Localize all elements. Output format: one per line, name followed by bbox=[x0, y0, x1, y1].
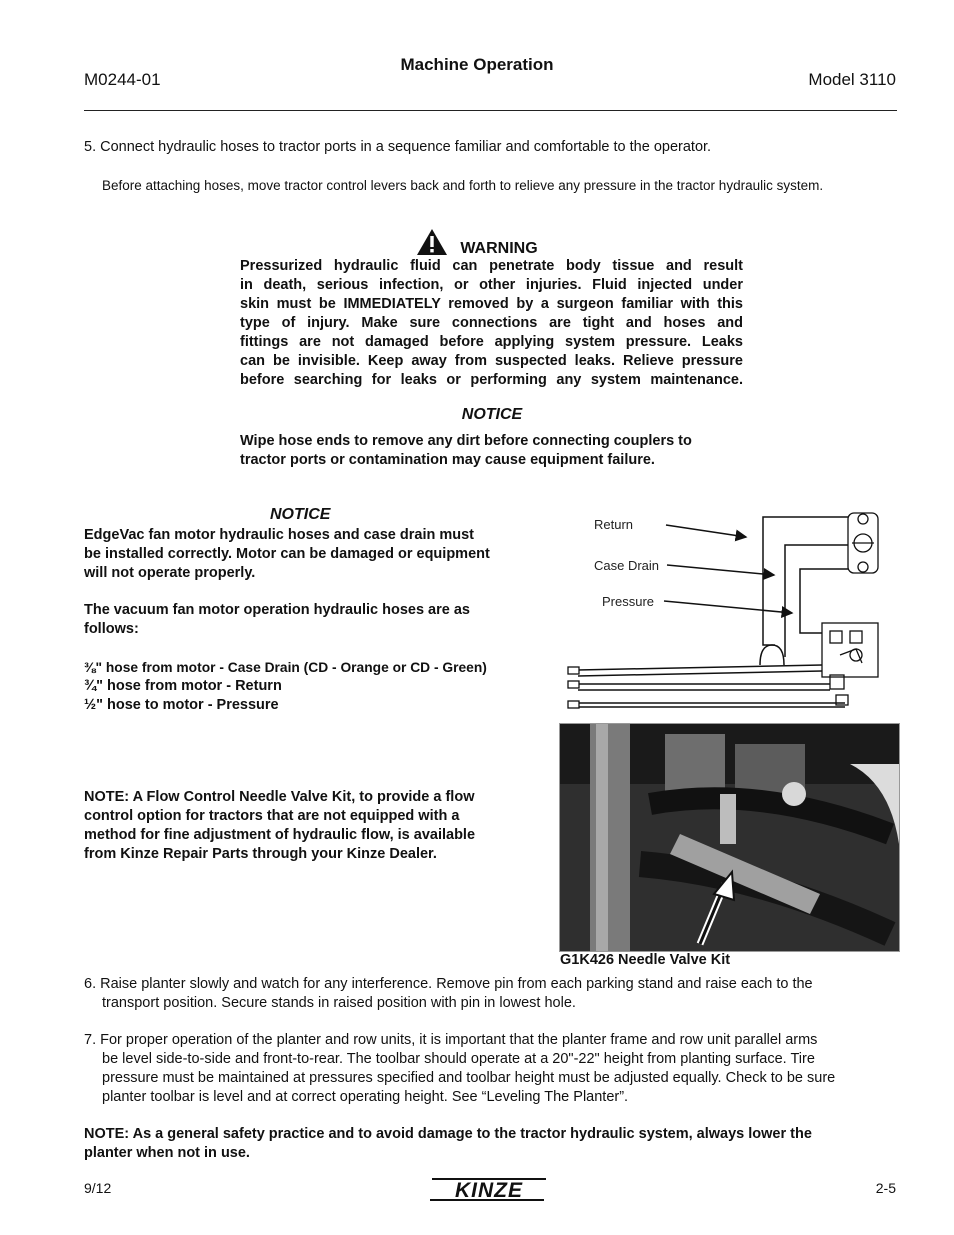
notice-line: follows: bbox=[84, 621, 139, 637]
hose-item: ¾" hose from motor - Return bbox=[84, 678, 282, 694]
warning-line: skin must be IMMEDIATELY removed by a surgeon familiar with this bbox=[240, 296, 743, 312]
doc-number: M0244-01 bbox=[84, 70, 161, 89]
note-line: planter when not in use. bbox=[84, 1145, 250, 1161]
hose-item: ½" hose to motor - Pressure bbox=[84, 697, 279, 713]
label-case-drain: Case Drain bbox=[594, 558, 660, 573]
note-line: NOTE: A Flow Control Needle Valve Kit, to provide a flow bbox=[84, 789, 475, 805]
kinze-logo bbox=[428, 1174, 550, 1204]
step-line: 7. For proper operation of the planter and row units, it is important that the planter frame and row unit parallel arms bbox=[84, 1032, 818, 1048]
warning-line: fittings are not damaged before applying system pressure. Leaks bbox=[240, 334, 743, 350]
logo-text: KINZE bbox=[455, 1179, 523, 1202]
warning-body bbox=[240, 257, 743, 390]
photo-caption: G1K426 Needle Valve Kit bbox=[560, 952, 731, 968]
step-line: pressure must be maintained at pressures specified and toolbar height must be adjusted equally. Check to be sure bbox=[102, 1070, 836, 1086]
warning-line: in death, serious infection, or other injuries. Fluid injected under bbox=[240, 277, 743, 293]
notice-title: NOTICE bbox=[270, 506, 331, 523]
warning-title: WARNING bbox=[460, 240, 538, 257]
step-7 bbox=[84, 1031, 904, 1107]
note-line: NOTE: As a general safety practice and to avoid damage to the tractor hydraulic system, always lower the bbox=[84, 1126, 812, 1142]
warning-line: Pressurized hydraulic fluid can penetrate body tissue and result bbox=[240, 258, 743, 274]
header-rule bbox=[84, 110, 897, 111]
hydraulic-diagram bbox=[560, 505, 900, 715]
hose-item: ⅜" hose from motor - Case Drain (CD - Orange or CD - Green) bbox=[84, 660, 487, 675]
needle-valve-photo bbox=[559, 723, 900, 952]
section-title: Machine Operation bbox=[400, 55, 554, 74]
footer-page-number: 2-5 bbox=[875, 1180, 896, 1196]
model-name: Model 3110 bbox=[808, 70, 896, 89]
flow-control-note bbox=[84, 788, 534, 864]
step-line: planter toolbar is level and at correct operating height. See “Leveling The Planter”. bbox=[102, 1089, 629, 1105]
notice-line: be installed correctly. Motor can be damaged or equipment bbox=[84, 546, 490, 562]
warning-line: can be invisible. Keep away from suspected leaks. Relieve pressure bbox=[240, 353, 743, 369]
notice-line: tractor ports or contamination may cause equipment failure. bbox=[240, 452, 655, 468]
warning-line: before searching for leaks or performing any system maintenance. bbox=[240, 372, 743, 388]
notice-body bbox=[240, 432, 750, 470]
note-line: control option for tractors that are not equipped with a bbox=[84, 808, 460, 824]
hose-list bbox=[84, 658, 534, 715]
warning-line: type of injury. Make sure connections are tight and hoses and bbox=[240, 315, 743, 331]
note-line: from Kinze Repair Parts through your Kinze Dealer. bbox=[84, 846, 437, 862]
step-line: be level side-to-side and front-to-rear. The toolbar should operate at a 20"-22" height from planting surface. Tire bbox=[102, 1051, 815, 1067]
label-return: Return bbox=[594, 517, 634, 532]
step-line: 6. Raise planter slowly and watch for any interference. Remove pin from each parking stand and raise each to the bbox=[84, 976, 813, 992]
note-line: method for fine adjustment of hydraulic flow, is available bbox=[84, 827, 476, 843]
notice-line: EdgeVac fan motor hydraulic hoses and case drain must bbox=[84, 527, 475, 543]
step-5: 5. Connect hydraulic hoses to tractor ports in a sequence familiar and comfortable to the operator. bbox=[84, 139, 712, 155]
notice-line: will not operate properly. bbox=[84, 565, 256, 581]
notice-title: NOTICE bbox=[461, 406, 523, 423]
notice-line: Wipe hose ends to remove any dirt before connecting couplers to bbox=[240, 433, 692, 449]
label-pressure: Pressure bbox=[602, 594, 655, 609]
step-5-note: Before attaching hoses, move tractor control levers back and forth to relieve any pressure in the tractor hydraulic system. bbox=[102, 178, 824, 193]
footer-date: 9/12 bbox=[84, 1180, 112, 1196]
step-line: transport position. Secure stands in raised position with pin in lowest hole. bbox=[102, 995, 576, 1011]
notice-line: The vacuum fan motor operation hydraulic hoses are as bbox=[84, 602, 470, 618]
notice-2-body bbox=[84, 526, 534, 639]
safety-note bbox=[84, 1125, 904, 1163]
step-6 bbox=[84, 975, 904, 1013]
